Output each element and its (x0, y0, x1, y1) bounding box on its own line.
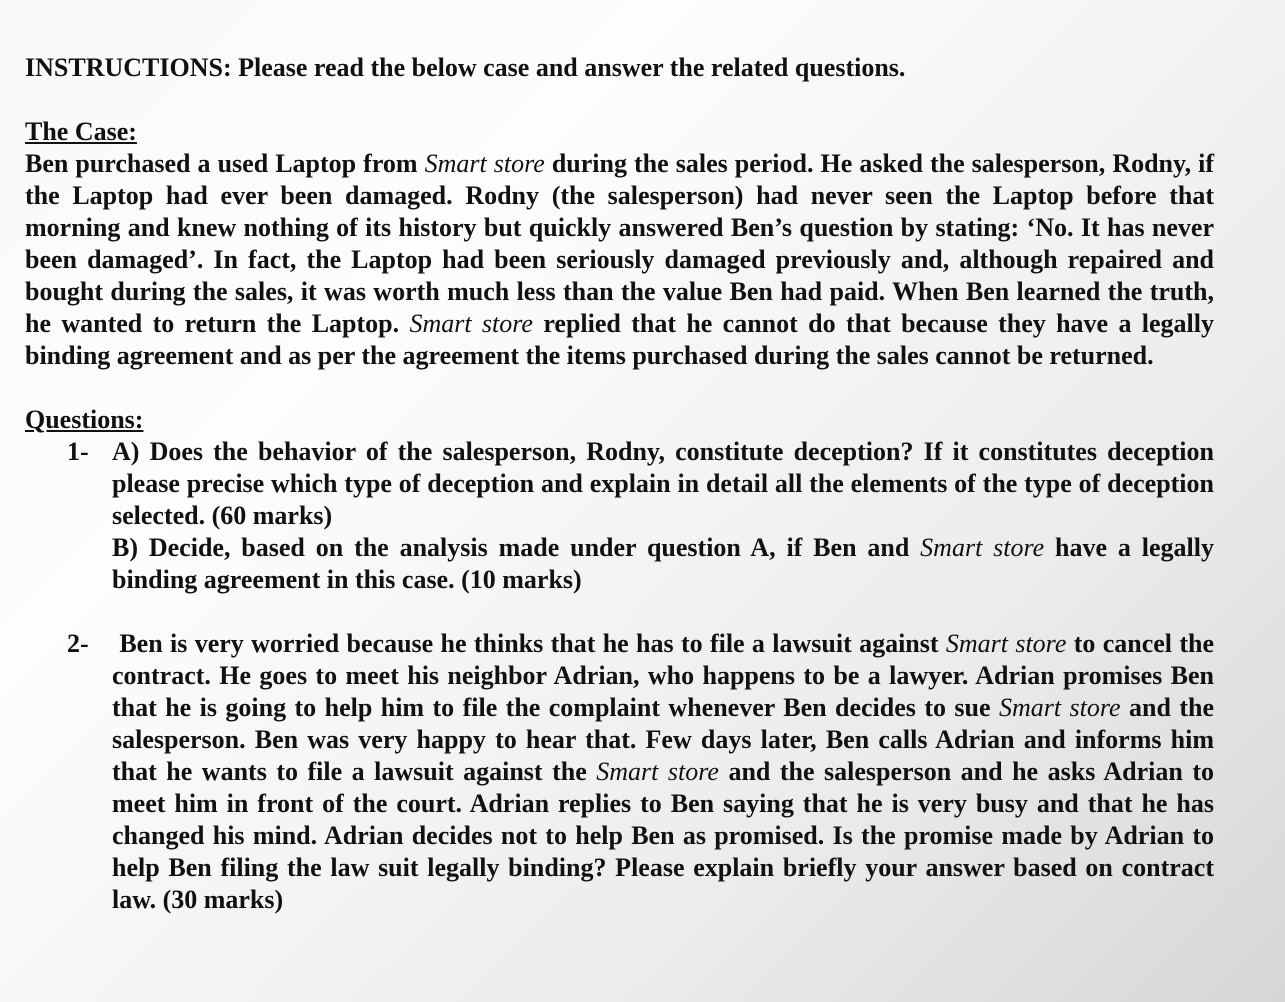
store-name: Smart store (920, 533, 1045, 562)
case-text-2: during the sales period. He asked the salesperson, Rodny, if the Laptop had ever been damaged. Rodny (the salesperson) had never seen the Laptop before that morning and knew nothing of its history but quickly answered Ben’s question by stating: ‘No. It has never been damaged’. In fact, the Laptop had been seriously damaged previously and, although repaired and bought during the sales, it was worth much less than the value Ben had paid. When Ben learned the truth, he wanted to return the Laptop. (25, 149, 1214, 338)
question-body (112, 436, 1214, 596)
question-body (112, 628, 1214, 916)
store-name: Smart store (998, 693, 1121, 722)
store-name: Smart store (945, 629, 1067, 658)
q2-text-1: Ben is very worried because he thinks that he has to file a lawsuit against (119, 629, 946, 658)
question-1-part-b (112, 532, 1214, 596)
case-text-1: Ben purchased a used Laptop from (25, 149, 425, 178)
question-2 (67, 628, 1214, 916)
store-name: Smart store (409, 309, 533, 338)
question-1 (67, 436, 1214, 596)
q2-text-2: to cancel the contract. He goes to meet his neighbor Adrian, who happens to be a lawyer. Adrian promises Ben that he is going to help him to file the complaint whenever Ben decides to sue (112, 629, 1215, 722)
q2-text-3: and the salesperson. Ben was very happy to hear that. Few days later, Ben calls Adrian and informs him that he wants to file a lawsuit against the (112, 693, 1215, 786)
question-1-part-a: A) Does the behavior of the salesperson, Rodny, constitute deception? If it constitutes deception please precise which type of deception and explain in detail all the elements of the type of deception selected. (60 marks) (112, 437, 1214, 530)
case-paragraph (25, 148, 1214, 372)
document-page (25, 52, 1214, 916)
questions-heading: Questions: (25, 405, 144, 434)
store-name: Smart store (424, 149, 545, 178)
q2-text-4: and the salesperson and he asks Adrian to meet him in front of the court. Adrian replies to Ben saying that he is very busy and that he has changed his mind. Adrian decides not to help Ben as promised. Is the promise made by Adrian to help Ben filing the law suit legally binding? Please explain briefly your answer based on contract law. (30 marks) (112, 757, 1215, 914)
instructions-line: INSTRUCTIONS: Please read the below case and answer the related questions. (25, 53, 906, 82)
store-name: Smart store (596, 757, 719, 786)
case-heading: The Case: (25, 117, 137, 146)
question-number: 2- (67, 629, 89, 658)
question-2-text (112, 628, 1214, 916)
question-number: 1- (67, 437, 89, 466)
q1b-text-1: B) Decide, based on the analysis made under question A, if Ben and (112, 533, 921, 562)
q1b-text-2: have a legally binding agreement in this case. (10 marks) (112, 533, 1214, 594)
case-text-3: replied that he cannot do that because they have a legally binding agreement and as per the agreement the items purchased during the sales cannot be returned. (25, 309, 1215, 370)
